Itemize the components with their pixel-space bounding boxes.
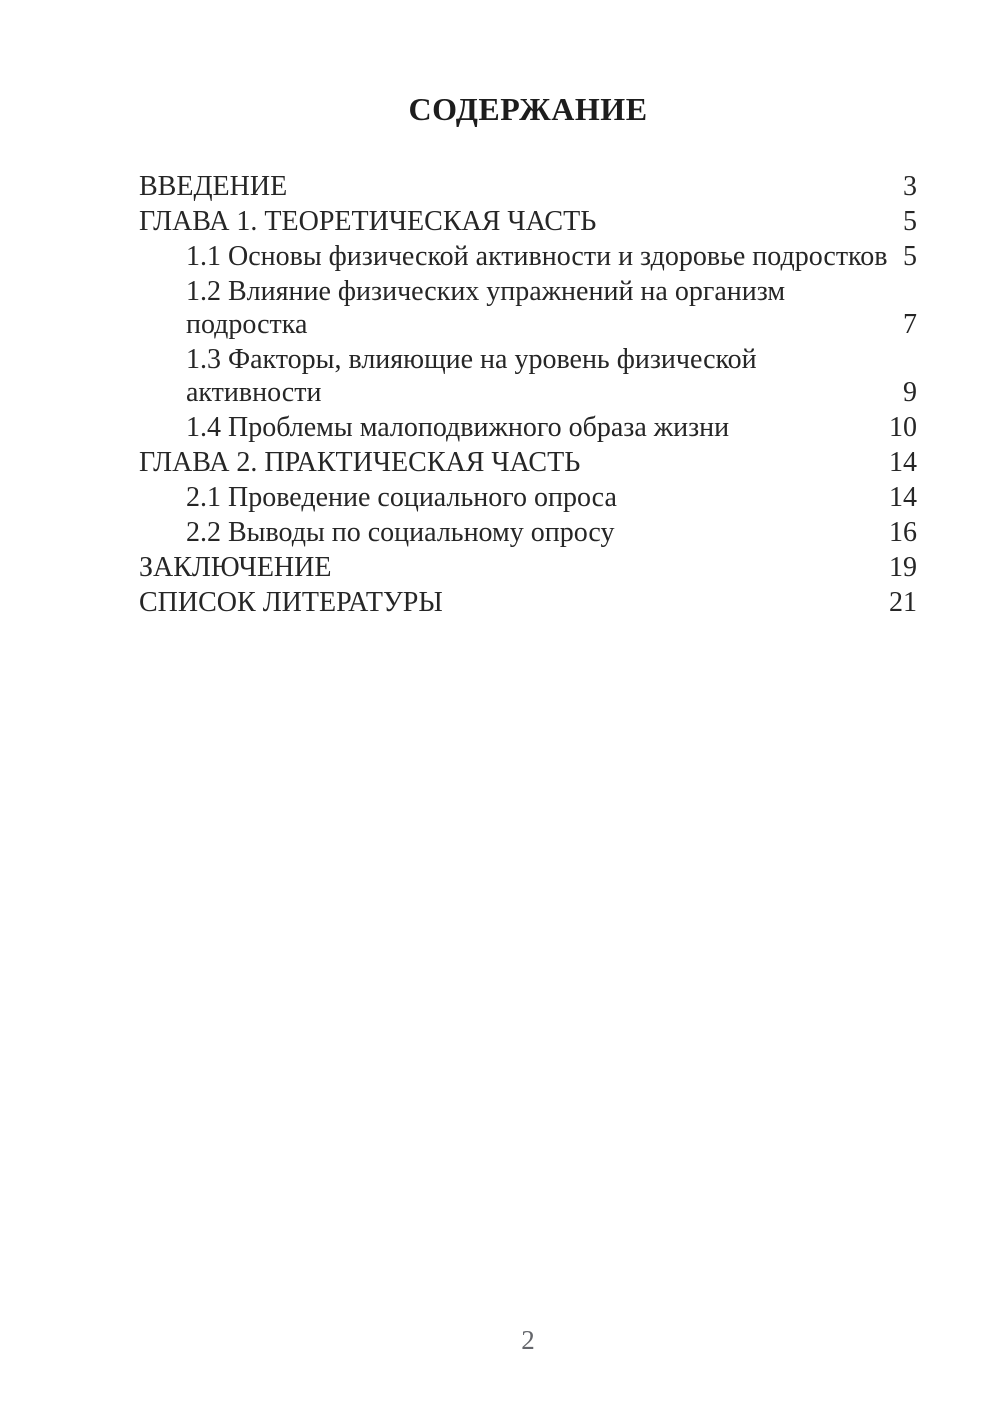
table-of-contents [139,170,917,619]
toc-entry-1-2 [186,275,917,341]
toc-entry-label: ГЛАВА 1. ТЕОРЕТИЧЕСКАЯ ЧАСТЬ [139,206,597,237]
toc-entry-label-continued: активности [186,377,322,408]
toc-entry-label: ГЛАВА 2. ПРАКТИЧЕСКАЯ ЧАСТЬ [139,447,581,478]
toc-entry-page-number: 16 [889,517,917,548]
toc-entry-1-3 [186,343,917,409]
page-footer-number: 2 [521,1325,535,1355]
toc-entry-glava-1 [139,205,917,238]
toc-entry-page-number: 14 [889,482,917,513]
toc-entry-page-number: 19 [889,552,917,583]
toc-entry-page-number: 5 [903,241,917,272]
toc-entry-label: ЗАКЛЮЧЕНИЕ [139,552,332,583]
toc-entry-label: 1.3 Факторы, влияющие на уровень физической [186,344,757,375]
page-title: СОДЕРЖАНИЕ [408,91,648,127]
toc-entry-2-1 [186,481,917,514]
toc-entry-label-continued: подростка [186,309,308,340]
toc-entry-label: 1.1 Основы физической активности и здоровье подростков [186,241,888,272]
toc-entry-label: СПИСОК ЛИТЕРАТУРЫ [139,587,443,618]
toc-entry-1-4 [186,411,917,444]
toc-entry-label: 1.2 Влияние физических упражнений на организм [186,276,786,307]
toc-entry-spisok-literatury [139,586,917,619]
toc-entry-label: 1.4 Проблемы малоподвижного образа жизни [186,412,730,443]
toc-entry-label: 2.2 Выводы по социальному опросу [186,517,615,548]
toc-entry-label: ВВЕДЕНИЕ [139,171,288,202]
toc-entry-page-number: 5 [903,206,917,237]
toc-entry-label: 2.1 Проведение социального опроса [186,482,617,513]
toc-entry-page-number: 21 [889,587,917,618]
toc-entry-page-number: 7 [903,309,917,340]
toc-entry-page-number: 14 [889,447,917,478]
toc-entry-page-number: 3 [903,171,917,202]
toc-entry-page-number: 9 [903,377,917,408]
toc-entry-zaklyuchenie [139,551,917,584]
toc-entry-1-1 [186,240,917,273]
toc-entry-2-2 [186,516,917,549]
toc-entry-glava-2 [139,446,917,479]
toc-entry-vvedenie [139,170,917,203]
toc-entry-page-number: 10 [889,412,917,443]
